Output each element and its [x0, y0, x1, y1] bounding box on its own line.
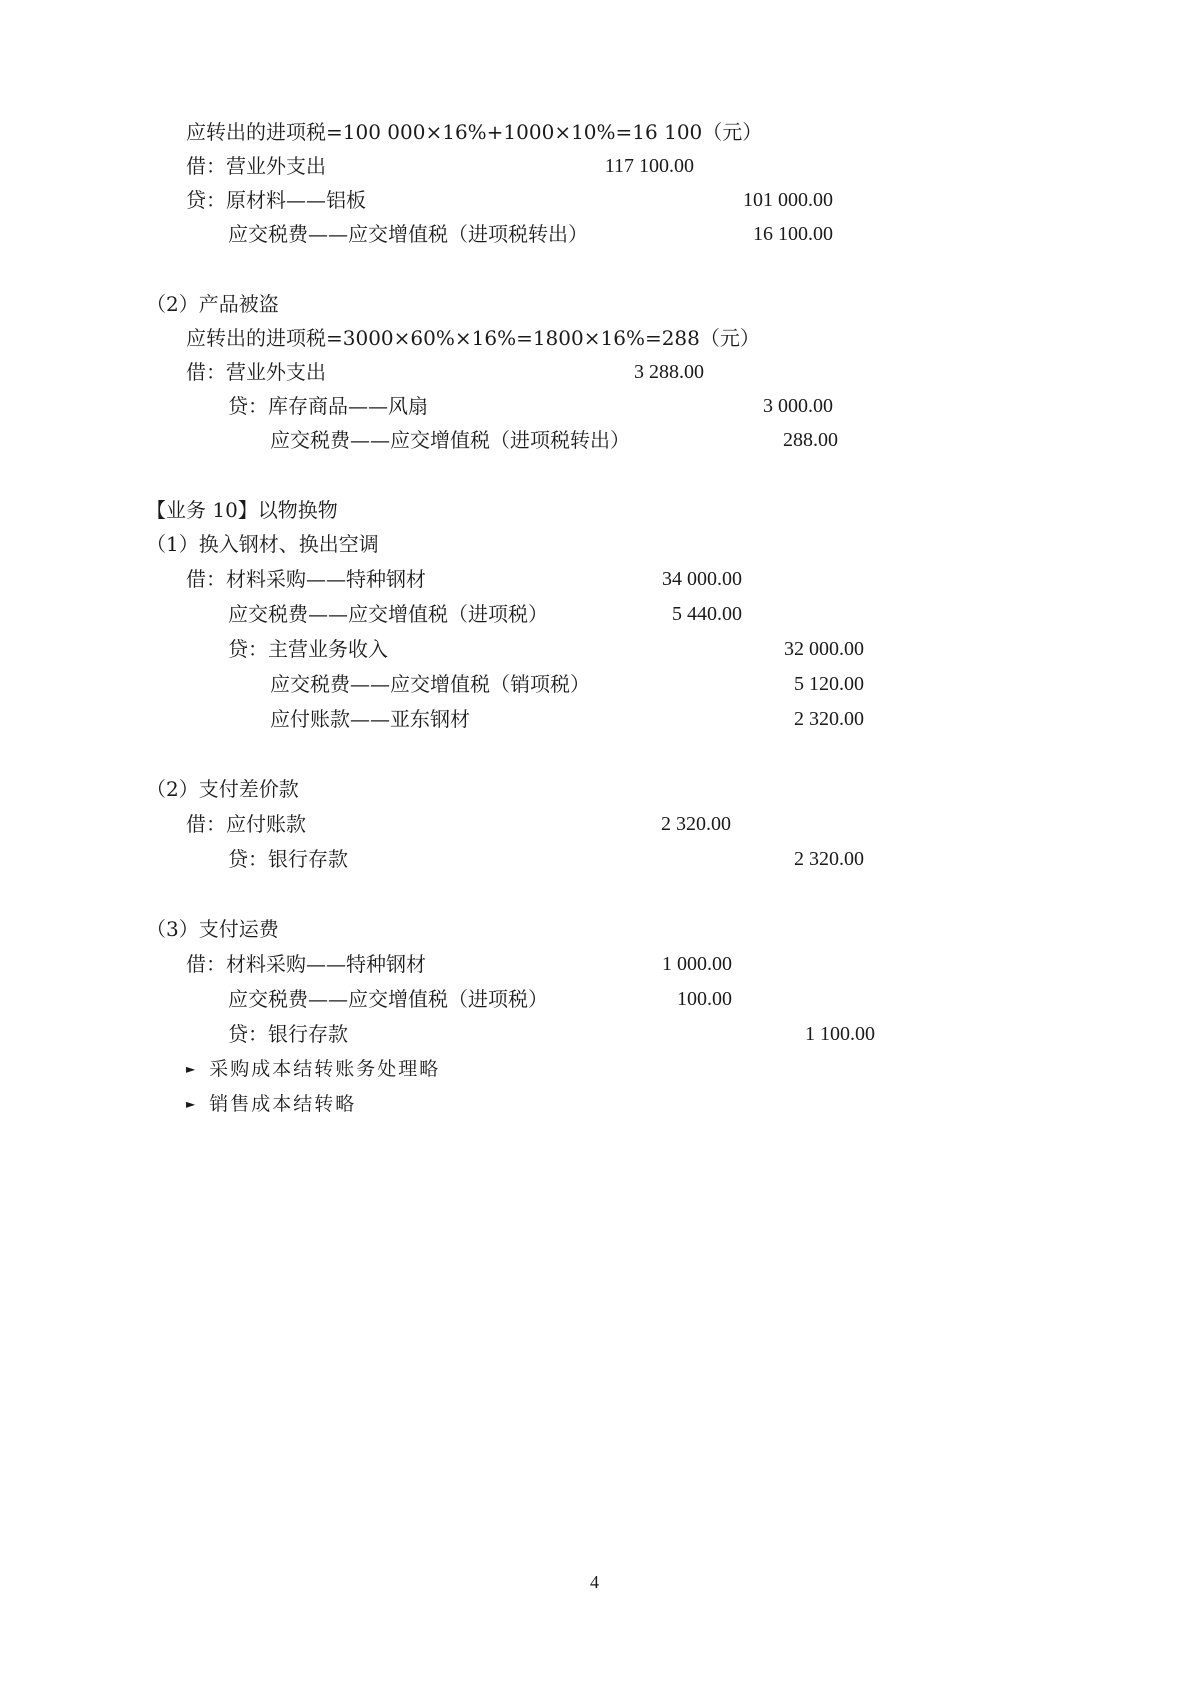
credit-entry-label: 应交税费——应交增值税（进项税转出）: [270, 428, 630, 452]
credit-entry-label: 应交税费——应交增值税（进项税转出）: [228, 222, 588, 246]
debit-entry-amount: 34 000.00: [662, 568, 742, 590]
credit-entry-label: 贷：库存商品——风扇: [228, 394, 428, 418]
triangle-bullet-icon: ►: [186, 1062, 198, 1076]
debit-entry-amount: 100.00: [677, 988, 732, 1010]
note-item: [186, 1055, 440, 1083]
credit-entry-amount: 5 120.00: [794, 673, 864, 695]
credit-entry-amount: 16 100.00: [753, 223, 833, 245]
debit-entry-amount: 1 000.00: [662, 953, 732, 975]
debit-entry-amount: 3 288.00: [634, 361, 704, 383]
tax-transfer-formula: 应转出的进项税=3000×60%×16%=1800×16%=288（元）: [186, 326, 760, 350]
credit-entry-amount: 3 000.00: [763, 395, 833, 417]
debit-entry-label: 应交税费——应交增值税（进项税）: [228, 602, 548, 626]
debit-entry-label: 借：应付账款: [186, 812, 306, 836]
credit-entry-amount: 288.00: [783, 429, 838, 451]
section-heading: （2）产品被盗: [146, 292, 279, 316]
note-text: 采购成本结转账务处理略: [209, 1058, 441, 1080]
debit-entry-amount: 5 440.00: [672, 603, 742, 625]
debit-entry-amount: 117 100.00: [604, 155, 694, 177]
debit-entry-label: 借：材料采购——特种钢材: [186, 952, 426, 976]
note-item: [186, 1090, 356, 1118]
credit-entry-amount: 2 320.00: [794, 848, 864, 870]
debit-entry-amount: 2 320.00: [661, 813, 731, 835]
credit-entry-label: 贷：银行存款: [228, 847, 348, 871]
credit-entry-amount: 101 000.00: [743, 189, 833, 211]
credit-entry-amount: 2 320.00: [794, 708, 864, 730]
section-heading: （2）支付差价款: [146, 777, 299, 801]
business-title: 【业务 10】以物换物: [146, 498, 338, 522]
section-heading: （1）换入钢材、换出空调: [146, 532, 379, 556]
triangle-bullet-icon: ►: [186, 1097, 198, 1111]
debit-entry-label: 借：营业外支出: [186, 154, 326, 178]
note-text: 销售成本结转略: [209, 1093, 357, 1115]
section-heading: （3）支付运费: [146, 917, 279, 941]
page-number: 4: [590, 1572, 599, 1592]
credit-entry-label: 贷：主营业务收入: [228, 637, 388, 661]
credit-entry-label: 贷：银行存款: [228, 1022, 348, 1046]
credit-entry-label: 应付账款——亚东钢材: [270, 707, 470, 731]
credit-entry-amount: 32 000.00: [784, 638, 864, 660]
credit-entry-label: 应交税费——应交增值税（销项税）: [270, 672, 590, 696]
debit-entry-label: 应交税费——应交增值税（进项税）: [228, 987, 548, 1011]
tax-transfer-formula: 应转出的进项税=100 000×16%+1000×10%=16 100（元）: [186, 120, 763, 144]
credit-entry-amount: 1 100.00: [805, 1023, 875, 1045]
debit-entry-label: 借：材料采购——特种钢材: [186, 567, 426, 591]
credit-entry-label: 贷：原材料——铝板: [186, 188, 366, 212]
debit-entry-label: 借：营业外支出: [186, 360, 326, 384]
